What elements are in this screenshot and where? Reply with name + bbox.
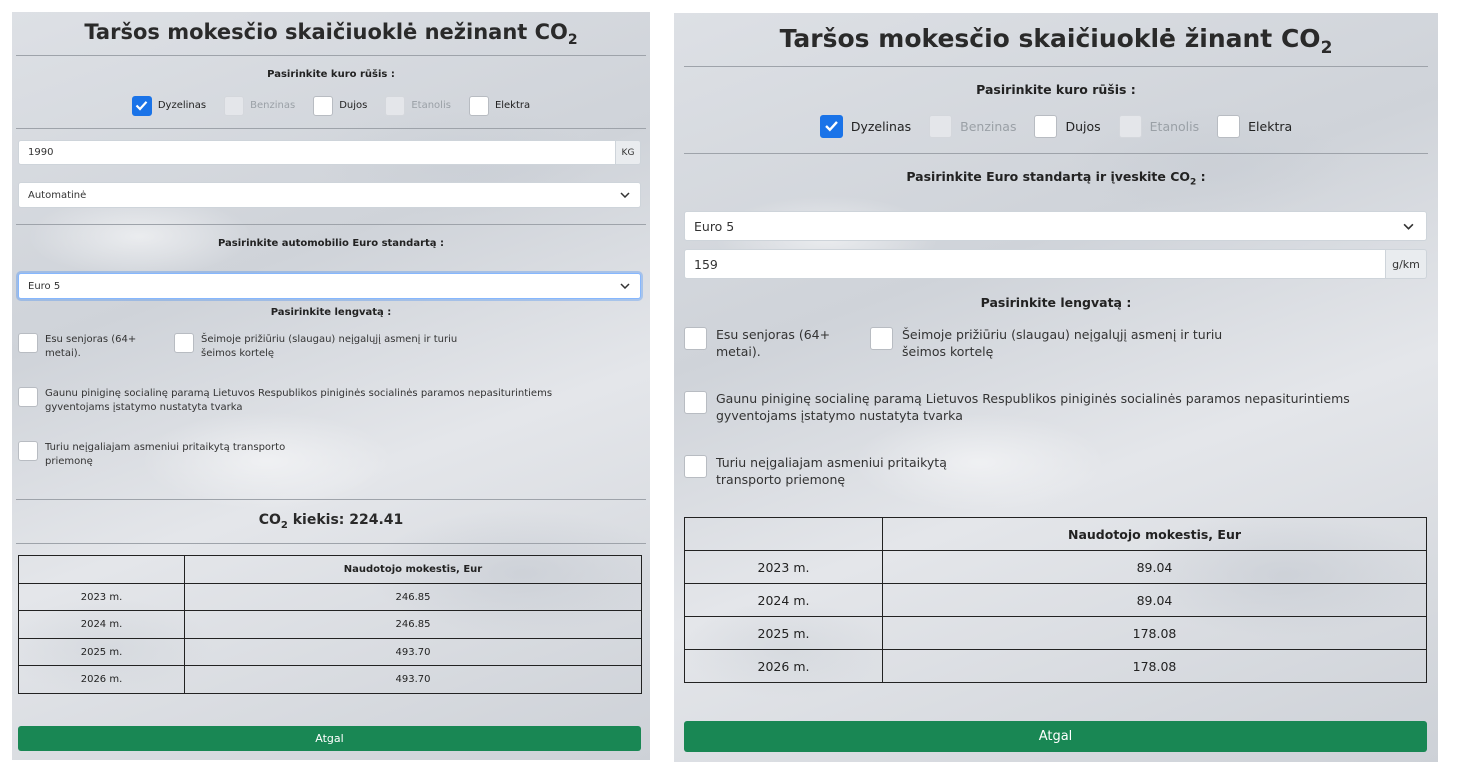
checkbox-gas[interactable] (313, 96, 333, 116)
back-button[interactable]: Atgal (684, 721, 1427, 752)
table-row: 2025 m. 493.70 (19, 639, 642, 666)
relief-label: Pasirinkite lengvatą : (980, 295, 1132, 310)
fuel-option-petrol[interactable]: Benzinas (224, 96, 295, 116)
mass-unit: KG (616, 140, 641, 165)
checkbox-petrol[interactable] (929, 115, 952, 138)
mass-input[interactable]: 1990 (18, 140, 616, 165)
fuel-option-diesel[interactable]: Dyzelinas (132, 96, 206, 116)
chevron-down-icon (1403, 223, 1414, 230)
fuel-option-gas[interactable]: Dujos (313, 96, 367, 116)
fee-table (684, 517, 1427, 683)
relief-label: Pasirinkite lengvatą : (270, 307, 392, 318)
table-row: 2023 m. 89.04 (685, 551, 1427, 584)
relief-option-adapted-vehicle[interactable]: Turiu neįgaliajam asmeniui pritaikytą transporto priemonę (18, 441, 288, 468)
fuel-type-group (12, 95, 650, 116)
divider (16, 543, 646, 544)
fuel-option-petrol[interactable]: Benzinas (929, 115, 1016, 138)
relief-option-senior[interactable]: Esu senjoras (64+ metai). (18, 333, 168, 360)
table-row: 2025 m. 178.08 (685, 617, 1427, 650)
relief-option-social[interactable]: Gaunu piniginę socialinę paramą Lietuvos Respublikos piniginės socialinės paramos nepasiturintiems gyventojams įstatymo nustatyta tvarka (18, 387, 598, 414)
table-row: 2024 m. 246.85 (19, 611, 642, 639)
fuel-option-ethanol[interactable]: Etanolis (385, 96, 451, 116)
divider (684, 66, 1428, 67)
co2-unit: g/km (1386, 249, 1427, 279)
checkbox-social[interactable] (18, 387, 38, 407)
check-icon (824, 120, 839, 132)
table-row: 2026 m. 493.70 (19, 666, 642, 694)
checkbox-electric[interactable] (469, 96, 489, 116)
gearbox-select[interactable]: Automatinė (18, 182, 641, 208)
checkbox-electric[interactable] (1217, 115, 1240, 138)
euro-standard-select[interactable]: Euro 5 (684, 211, 1427, 241)
checkbox-ethanol[interactable] (1119, 115, 1142, 138)
divider (16, 499, 646, 500)
table-header-empty (685, 518, 883, 551)
euro-standard-label: Pasirinkite automobilio Euro standartą : (217, 238, 445, 249)
fuel-option-electric[interactable]: Elektra (469, 96, 530, 116)
table-header-empty (19, 556, 185, 584)
checkbox-ethanol[interactable] (385, 96, 405, 116)
divider (684, 153, 1428, 154)
checkbox-adapted-vehicle[interactable] (18, 441, 38, 461)
relief-option-caregiver[interactable]: Šeimoje prižiūriu (slaugau) neįgalųjį asmenį ir turiu šeimos kortelę (870, 327, 1240, 361)
divider (16, 224, 646, 225)
relief-option-adapted-vehicle[interactable]: Turiu neįgaliajam asmeniui pritaikytą transporto priemonę (684, 455, 1004, 489)
relief-option-caregiver[interactable]: Šeimoje prižiūriu (slaugau) neįgalųjį asmenį ir turiu šeimos kortelę (174, 333, 484, 360)
relief-option-social[interactable]: Gaunu piniginę socialinę paramą Lietuvos Respublikos piniginės socialinės paramos nepasiturintiems gyventojams įstatymo nustatyta tvarka (684, 391, 1374, 425)
divider (16, 128, 646, 129)
fee-table (18, 555, 642, 694)
euro-standard-select[interactable]: Euro 5 (18, 273, 641, 299)
page-title: Taršos mokesčio skaičiuoklė nežinant $CO_2$ (84, 20, 578, 49)
table-row: 2026 m. 178.08 (685, 650, 1427, 683)
table-header-fee: Naudotojo mokestis, Eur (883, 518, 1427, 551)
chevron-down-icon (620, 283, 630, 289)
table-header-fee: Naudotojo mokestis, Eur (185, 556, 642, 584)
fuel-option-diesel[interactable]: Dyzelinas (820, 115, 911, 138)
fuel-option-ethanol[interactable]: Etanolis (1119, 115, 1200, 138)
checkbox-adapted-vehicle[interactable] (684, 455, 707, 478)
checkbox-senior[interactable] (684, 327, 707, 350)
checkbox-gas[interactable] (1034, 115, 1057, 138)
page-title: Taršos mokesčio skaičiuoklė žinant $CO_2$ (779, 24, 1333, 58)
checkbox-senior[interactable] (18, 333, 38, 353)
table-row: 2023 m. 246.85 (19, 584, 642, 611)
divider (16, 55, 646, 56)
euro-co2-label: Pasirinkite Euro standartą ir įveskite $CO_2$ : (906, 169, 1206, 188)
fuel-option-gas[interactable]: Dujos (1034, 115, 1100, 138)
co2-input-group (684, 249, 1427, 279)
mass-input-group (18, 140, 641, 165)
co2-amount: $CO_2$ kiekis: 224.41 (258, 512, 404, 531)
back-button[interactable]: Atgal (18, 726, 641, 751)
checkbox-caregiver[interactable] (870, 327, 893, 350)
checkbox-diesel[interactable] (132, 96, 152, 116)
fuel-type-label: Pasirinkite kuro rūšis : (267, 69, 395, 80)
co2-input[interactable]: 159 (684, 249, 1386, 279)
checkbox-social[interactable] (684, 391, 707, 414)
checkbox-petrol[interactable] (224, 96, 244, 116)
fuel-option-electric[interactable]: Elektra (1217, 115, 1292, 138)
table-row: 2024 m. 89.04 (685, 584, 1427, 617)
relief-option-senior[interactable]: Esu senjoras (64+ metai). (684, 327, 864, 361)
fuel-type-group (674, 114, 1438, 138)
checkbox-caregiver[interactable] (174, 333, 194, 353)
calculator-without-co2-panel (12, 12, 650, 760)
check-icon (135, 100, 148, 111)
chevron-down-icon (620, 192, 630, 198)
checkbox-diesel[interactable] (820, 115, 843, 138)
fuel-type-label: Pasirinkite kuro rūšis : (976, 82, 1136, 97)
calculator-with-co2-panel (674, 13, 1438, 762)
